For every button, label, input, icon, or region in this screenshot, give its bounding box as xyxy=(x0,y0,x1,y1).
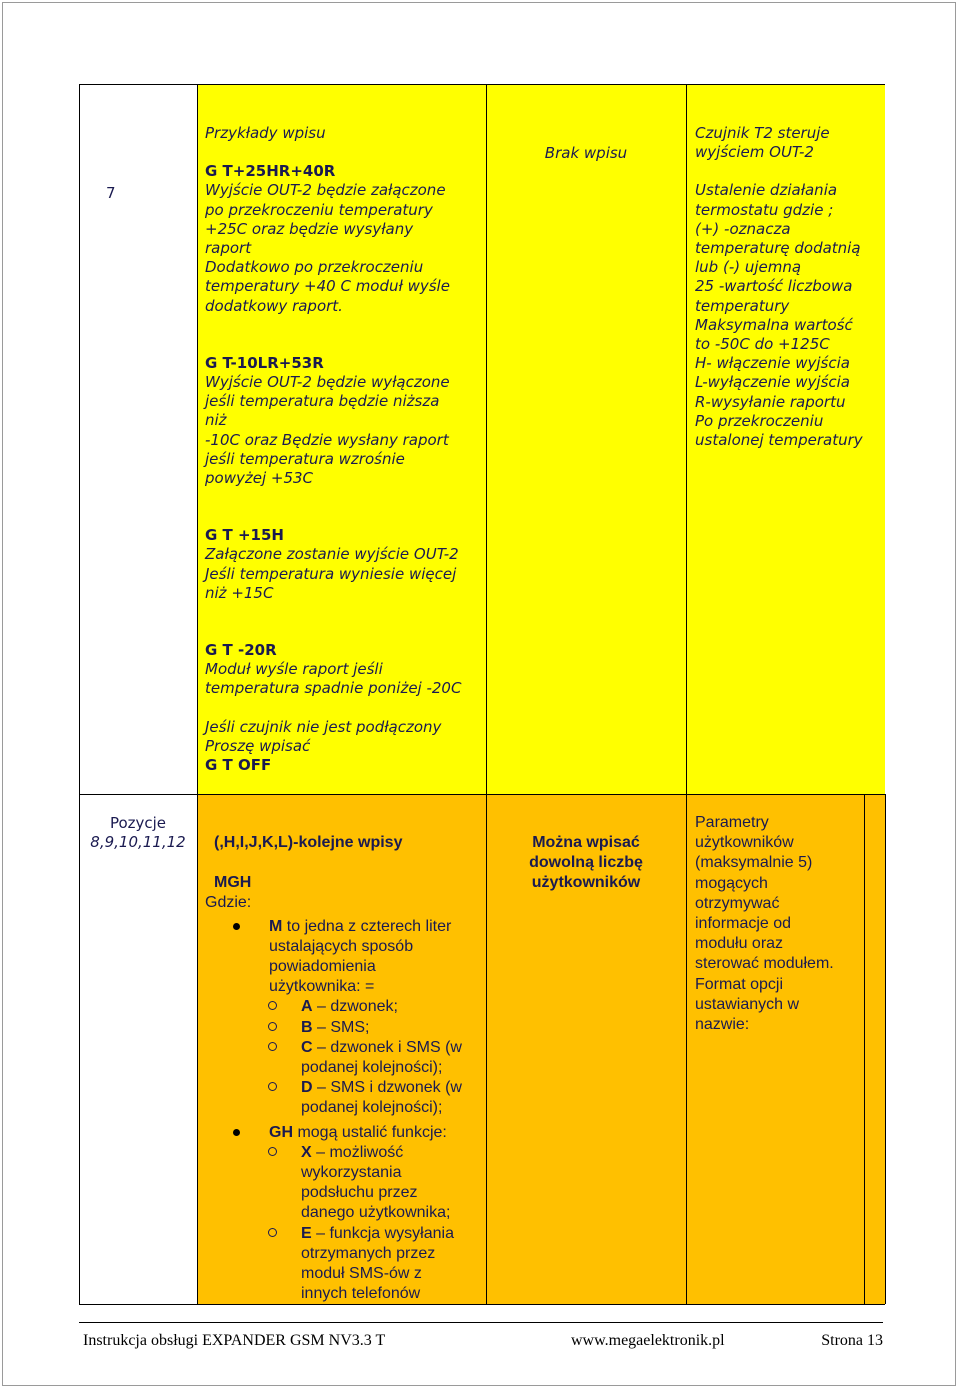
users-description xyxy=(695,813,863,1035)
table-border xyxy=(885,794,886,1304)
example-4-line: temperatura spadnie poniżej -20C xyxy=(205,679,462,698)
example-3-line: Jeśli temperatura wyniesie więcej xyxy=(205,564,457,583)
description-line: R-wysyłanie raportu xyxy=(695,392,846,411)
example-code-2: G T-10LR+53R xyxy=(205,353,324,372)
option-key: X xyxy=(301,1143,312,1161)
users-where: Gdzie: xyxy=(205,894,252,912)
description-line: Czujnik T2 steruje xyxy=(695,124,830,142)
description-line: ustalonej temperatury xyxy=(695,431,863,450)
users-description-line: ustawianych w xyxy=(695,995,800,1013)
option-key: C xyxy=(301,1038,313,1056)
sub-option-e xyxy=(301,1224,481,1305)
users-description-line: informacje od xyxy=(695,915,792,933)
bullet-dot-icon xyxy=(233,1129,240,1136)
option-key: GH xyxy=(269,1123,293,1141)
example-2-line: niż xyxy=(205,411,227,430)
option-text: podanej kolejności); xyxy=(301,1059,443,1077)
example-4-line: Moduł wyśle raport jeśli xyxy=(205,660,383,679)
footer-document-title: Instrukcja obsługi EXPANDER GSM NV3.3 T xyxy=(83,1332,386,1349)
description-line: wyjściem OUT-2 xyxy=(695,143,814,162)
users-description-line: (maksymalnie 5) xyxy=(695,854,813,872)
users-format-text xyxy=(205,833,481,1304)
users-title: (,H,I,J,K,L)-kolejne wpisy xyxy=(214,834,403,851)
description-line: L-wyłączenie wyjścia xyxy=(695,373,851,392)
example-code-1: G T+25HR+40R xyxy=(205,162,336,181)
row-users-extra-cell xyxy=(864,794,885,1304)
example-1-line: raport xyxy=(205,239,252,258)
option-text: powiadomienia xyxy=(269,958,376,976)
table-border xyxy=(197,84,198,1305)
option-text: mogą ustalić funkcje: xyxy=(293,1123,447,1141)
option-text: – dzwonek i SMS (w xyxy=(312,1038,462,1056)
option-text: innych telefonów xyxy=(301,1285,421,1303)
example-3-line: Załączone zostanie wyjście OUT-2 xyxy=(205,545,459,564)
description-line: lub (-) ujemną xyxy=(695,258,802,277)
users-description-line: modułu oraz xyxy=(695,935,784,953)
example-2-line: jeśli temperatura wzrośnie xyxy=(205,449,405,468)
example-2-line: powyżej +53C xyxy=(205,469,314,488)
users-description-line: otrzymywać xyxy=(695,894,780,912)
circle-bullet-icon xyxy=(268,1001,277,1010)
row-number: 7 xyxy=(106,184,116,202)
example-1-line: po przekroczeniu temperatury xyxy=(205,200,433,219)
row-7-default-value: Brak wpisu xyxy=(544,144,628,162)
position-label: Pozycje xyxy=(109,814,167,832)
users-description-line: sterować modułem. xyxy=(695,955,834,973)
option-key: M xyxy=(269,917,283,935)
row-7-default-cell xyxy=(486,84,686,794)
footer-page-number: Strona 13 xyxy=(821,1332,883,1349)
example-code-3: G T +15H xyxy=(205,526,284,545)
example-2-line: jeśli temperatura będzie niższa xyxy=(205,392,440,411)
circle-bullet-icon xyxy=(268,1042,277,1051)
table-border xyxy=(79,794,885,795)
users-description-line: nazwie: xyxy=(695,1016,750,1034)
examples-text xyxy=(205,124,483,775)
description-line: temperatury xyxy=(695,296,790,315)
description-line: temperaturę dodatnią xyxy=(695,239,861,258)
users-default xyxy=(486,833,686,894)
option-text: użytkownika: = xyxy=(269,978,375,996)
position-numbers: 8,9,10,11,12 xyxy=(90,833,186,851)
option-key: B xyxy=(301,1018,313,1036)
users-description-line: użytkowników xyxy=(695,834,794,852)
option-text: – SMS; xyxy=(312,1018,370,1036)
footer-website-link[interactable]: www.megaelektronik.pl xyxy=(571,1332,725,1349)
description-line: 25 -wartość liczbowa xyxy=(695,277,853,296)
row-7-number-cell xyxy=(79,84,197,794)
row-users-number-cell xyxy=(79,794,197,1304)
table-border xyxy=(79,84,80,1305)
example-1-line: +25C oraz będzie wysyłany xyxy=(205,219,414,238)
sub-option-d xyxy=(301,1078,481,1118)
circle-bullet-icon xyxy=(268,1022,277,1031)
option-text: otrzymanych przez xyxy=(301,1244,436,1262)
sub-option-c xyxy=(301,1038,481,1078)
option-text: moduł SMS-ów z xyxy=(301,1265,422,1283)
option-text: – możliwość xyxy=(311,1143,404,1161)
bullet-m xyxy=(269,917,481,998)
page-footer xyxy=(79,1322,883,1359)
example-code-5: G T OFF xyxy=(205,756,272,775)
description-line: Maksymalna wartość xyxy=(695,315,853,334)
circle-bullet-icon xyxy=(268,1147,277,1156)
users-description-line: Format opcji xyxy=(695,975,784,993)
users-format: MGH xyxy=(214,874,252,892)
example-1-line: Dodatkowo po przekroczeniu xyxy=(205,258,424,277)
users-default-line: dowolną liczbę xyxy=(529,854,643,872)
bullet-dot-icon xyxy=(233,923,240,930)
option-text: – funkcja wysyłania xyxy=(311,1224,454,1242)
sub-option-b xyxy=(301,1018,481,1038)
example-1-line: Wyjście OUT-2 będzie załączone xyxy=(205,181,446,200)
users-description-line: Parametry xyxy=(695,814,769,831)
row-7-description xyxy=(695,124,883,450)
examples-intro: Przykłady wpisu xyxy=(205,124,326,142)
description-line: H- włączenie wyjścia xyxy=(695,354,850,373)
description-line: (+) -oznacza xyxy=(695,219,791,238)
option-key: D xyxy=(301,1079,313,1097)
description-line: Ustalenie działania xyxy=(695,181,838,200)
sub-option-a xyxy=(301,997,481,1017)
option-text: wykorzystania xyxy=(301,1164,402,1182)
table-border xyxy=(79,1304,885,1305)
option-text: to jedna z czterech liter xyxy=(282,917,452,935)
example-1-line: temperatury +40 C moduł wyśle xyxy=(205,277,450,296)
table-border xyxy=(486,84,487,1305)
example-1-line: dodatkowy raport. xyxy=(205,296,343,315)
option-text: – SMS i dzwonek (w xyxy=(312,1079,462,1097)
option-text: danego użytkownika; xyxy=(301,1204,451,1222)
example-2-line: -10C oraz Będzie wysłany raport xyxy=(205,430,449,449)
option-text: ustalających sposób xyxy=(269,937,414,955)
example-code-4: G T -20R xyxy=(205,641,277,660)
option-key: E xyxy=(301,1224,312,1242)
example-2-line: Wyjście OUT-2 będzie wyłączone xyxy=(205,373,450,392)
bullet-gh xyxy=(269,1123,481,1143)
example-5-line: Proszę wpisać xyxy=(205,736,311,755)
description-line: Po przekroczeniu xyxy=(695,411,824,430)
sub-option-x xyxy=(301,1143,481,1224)
circle-bullet-icon xyxy=(268,1082,277,1091)
table-border xyxy=(686,84,687,1305)
users-default-line: Można wpisać xyxy=(532,834,640,851)
users-default-line: użytkowników xyxy=(531,874,641,892)
table-border xyxy=(864,794,865,1304)
table-border xyxy=(79,84,885,85)
example-5-line: Jeśli czujnik nie jest podłączony xyxy=(205,717,442,736)
example-3-line: niż +15C xyxy=(205,583,274,602)
option-text: podanej kolejności); xyxy=(301,1099,443,1117)
description-line: termostatu gdzie ; xyxy=(695,200,834,219)
users-description-line: mogących xyxy=(695,874,768,892)
option-key: A xyxy=(301,998,313,1016)
option-text: – dzwonek; xyxy=(312,998,398,1016)
circle-bullet-icon xyxy=(268,1228,277,1237)
description-line: to -50C do +125C xyxy=(695,335,830,354)
option-text: podsłuchu przez xyxy=(301,1184,418,1202)
